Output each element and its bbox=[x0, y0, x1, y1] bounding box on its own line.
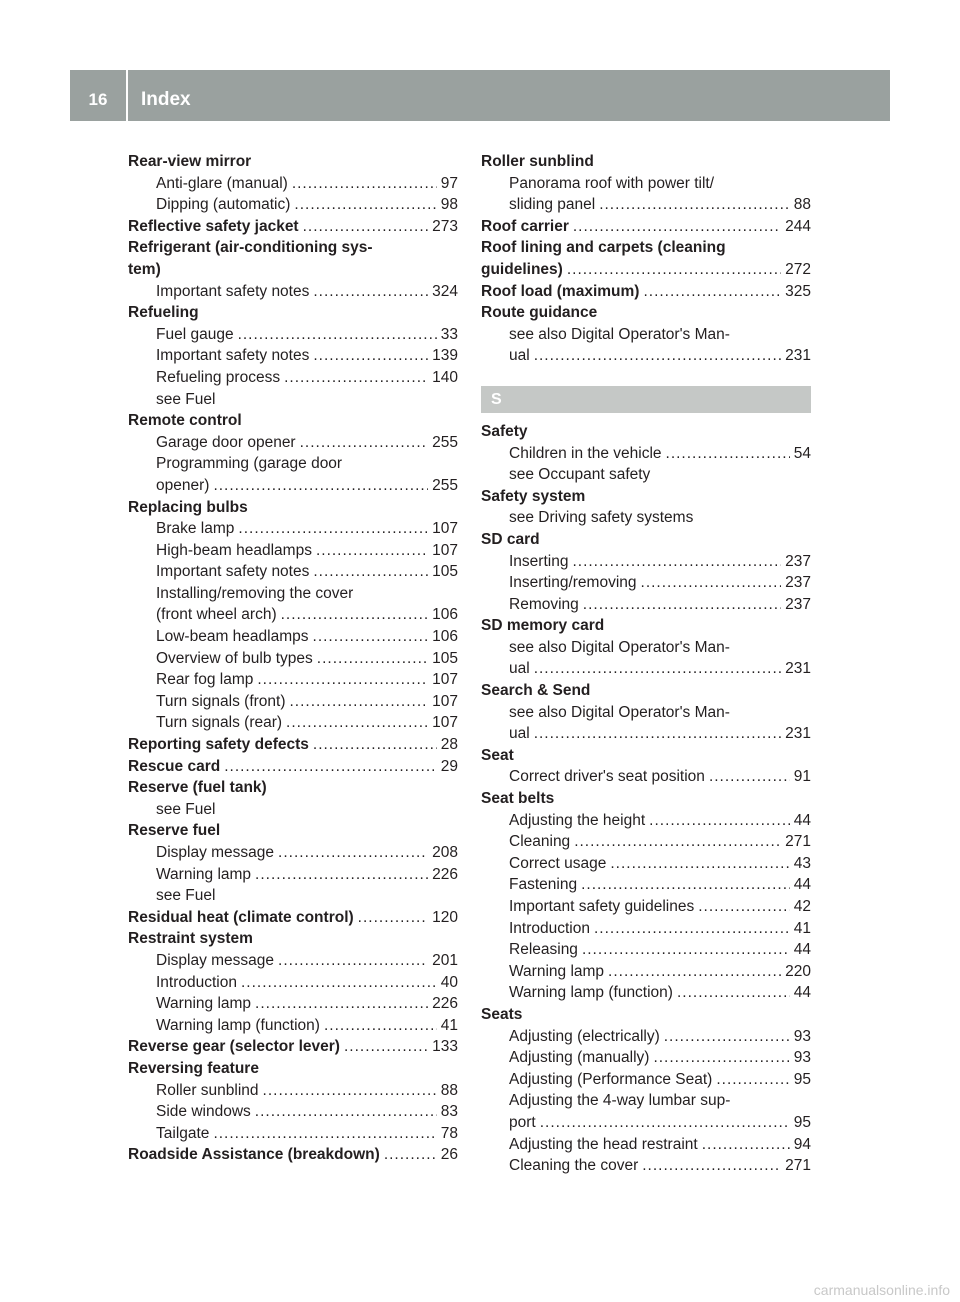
entry-label: Warning lamp bbox=[156, 865, 252, 883]
entry-page-number: 226 bbox=[432, 995, 458, 1013]
entry-page-number: 95 bbox=[793, 1070, 811, 1088]
index-heading-entry bbox=[128, 1144, 458, 1166]
entry-page-number: 42 bbox=[793, 898, 811, 915]
index-column-left bbox=[128, 151, 458, 1166]
index-subentry bbox=[481, 918, 811, 940]
dot-leader bbox=[567, 259, 781, 281]
entry-label: Children in the vehicle bbox=[509, 444, 662, 462]
entry-label: opener) bbox=[156, 476, 210, 494]
entry-page-number: 231 bbox=[785, 725, 811, 743]
entry-page-number: 44 bbox=[793, 811, 811, 829]
dot-leader bbox=[257, 669, 428, 691]
entry-label: Overview of bulb types bbox=[156, 649, 313, 667]
dot-leader bbox=[313, 345, 428, 367]
index-subentry-text: see Driving safety systems bbox=[509, 509, 694, 527]
entry-page-number: 88 bbox=[793, 196, 811, 214]
entry-label: Rear fog lamp bbox=[156, 671, 254, 689]
dot-leader bbox=[608, 961, 781, 983]
index-heading-entry bbox=[128, 1036, 458, 1058]
dot-leader bbox=[610, 853, 789, 875]
index-subentry bbox=[128, 691, 458, 713]
dot-leader bbox=[599, 194, 790, 216]
index-heading: Remote control bbox=[128, 412, 242, 430]
index-subentry bbox=[481, 874, 811, 896]
index-subentry bbox=[481, 572, 811, 594]
entry-label: (front wheel arch) bbox=[156, 606, 277, 624]
entry-label: Important safety notes bbox=[156, 563, 310, 581]
dot-leader bbox=[255, 1101, 437, 1123]
dot-leader bbox=[583, 594, 781, 616]
dot-leader bbox=[384, 1144, 437, 1166]
entry-label: sliding panel bbox=[509, 196, 596, 214]
index-subentry-text: Adjusting the 4-way lumbar sup- bbox=[509, 1092, 731, 1110]
index-heading: Roof lining and carpets (cleaning bbox=[481, 239, 726, 257]
entry-page-number: 107 bbox=[432, 541, 458, 559]
entry-label: ual bbox=[509, 660, 530, 678]
index-subentry bbox=[481, 723, 811, 745]
entry-label: Removing bbox=[509, 595, 579, 613]
entry-page-number: 94 bbox=[793, 1135, 811, 1153]
dot-leader bbox=[255, 864, 428, 886]
entry-label: Tailgate bbox=[156, 1124, 210, 1142]
index-subentry bbox=[128, 1080, 458, 1102]
entry-page-number: 220 bbox=[785, 962, 811, 980]
entry-page-number: 107 bbox=[432, 671, 458, 689]
dot-leader bbox=[281, 604, 429, 626]
index-subentry bbox=[481, 810, 811, 832]
index-subentry bbox=[128, 194, 458, 216]
entry-label: Dipping (automatic) bbox=[156, 196, 291, 214]
index-subentry bbox=[128, 324, 458, 346]
index-subentry bbox=[481, 896, 811, 918]
entry-label: Warning lamp (function) bbox=[509, 984, 673, 1002]
entry-page-number: 237 bbox=[785, 595, 811, 613]
dot-leader bbox=[653, 1047, 789, 1069]
entry-label: Warning lamp bbox=[156, 995, 252, 1013]
index-subentry bbox=[128, 842, 458, 864]
index-subentry-text: see Fuel bbox=[156, 800, 216, 818]
index-heading-entry bbox=[481, 216, 811, 238]
index-subentry bbox=[128, 345, 458, 367]
entry-page-number: 44 bbox=[793, 941, 811, 959]
entry-label: Releasing bbox=[509, 941, 578, 959]
dot-leader bbox=[213, 475, 428, 497]
index-subentry bbox=[481, 1112, 811, 1134]
dot-leader bbox=[641, 572, 782, 594]
index-heading: tem) bbox=[128, 260, 161, 278]
index-heading: SD card bbox=[481, 530, 540, 548]
index-subentry bbox=[481, 443, 811, 465]
entry-label: Garage door opener bbox=[156, 433, 296, 451]
entry-label: Turn signals (rear) bbox=[156, 714, 283, 732]
dot-leader bbox=[286, 712, 428, 734]
dot-leader bbox=[649, 810, 790, 832]
entry-page-number: 88 bbox=[440, 1081, 458, 1099]
entry-page-number: 105 bbox=[432, 563, 458, 581]
dot-leader bbox=[344, 1036, 428, 1058]
index-subentry bbox=[128, 1123, 458, 1145]
entry-page-number: 44 bbox=[793, 984, 811, 1002]
entry-page-number: 231 bbox=[785, 347, 811, 365]
entry-page-number: 106 bbox=[432, 606, 458, 624]
entry-page-number: 107 bbox=[432, 714, 458, 732]
index-heading: Reserve fuel bbox=[128, 822, 221, 840]
dot-leader bbox=[241, 972, 437, 994]
entry-label: Introduction bbox=[156, 973, 237, 991]
index-heading: Seats bbox=[481, 1005, 523, 1023]
index-heading: Seat belts bbox=[481, 790, 555, 808]
index-subentry bbox=[481, 1047, 811, 1069]
page-title: Index bbox=[141, 89, 191, 110]
index-subentry bbox=[128, 475, 458, 497]
dot-leader bbox=[573, 216, 781, 238]
entry-page-number: 105 bbox=[432, 649, 458, 667]
entry-page-number: 106 bbox=[432, 628, 458, 646]
index-subentry-text: Panorama roof with power tilt/ bbox=[509, 174, 715, 192]
index-subentry bbox=[481, 658, 811, 680]
entry-page-number: 41 bbox=[440, 1016, 458, 1034]
entry-page-number: 33 bbox=[440, 325, 458, 343]
index-subentry bbox=[128, 972, 458, 994]
entry-page-number: 40 bbox=[440, 973, 458, 991]
entry-label: Refueling process bbox=[156, 368, 281, 386]
index-subentry bbox=[128, 648, 458, 670]
entry-label: Adjusting (electrically) bbox=[509, 1027, 660, 1045]
dot-leader bbox=[574, 831, 781, 853]
index-subentry bbox=[481, 1026, 811, 1048]
dot-leader bbox=[238, 324, 437, 346]
dot-leader bbox=[263, 1080, 437, 1102]
index-subentry bbox=[481, 982, 811, 1004]
watermark: carmanualsonline.info bbox=[813, 1282, 950, 1298]
index-heading-entry bbox=[481, 281, 811, 303]
entry-label: Cleaning the cover bbox=[509, 1157, 639, 1175]
entry-label: Adjusting the height bbox=[509, 811, 646, 829]
dot-leader bbox=[313, 626, 429, 648]
entry-label: Roadside Assistance (breakdown) bbox=[128, 1146, 380, 1164]
entry-label: Display message bbox=[156, 844, 275, 861]
entry-label: Low-beam headlamps bbox=[156, 628, 309, 646]
entry-label: Inserting bbox=[509, 552, 569, 570]
dot-leader bbox=[709, 766, 790, 788]
entry-label: Rescue card bbox=[128, 757, 221, 775]
entry-label: Roof load (maximum) bbox=[481, 282, 640, 300]
entry-page-number: 201 bbox=[432, 951, 458, 969]
index-subentry bbox=[128, 1101, 458, 1123]
index-subentry bbox=[481, 194, 811, 216]
index-subentry-text: see also Digital Operator's Man- bbox=[509, 638, 730, 656]
entry-label: Reverse gear (selector lever) bbox=[128, 1038, 340, 1056]
entry-label: Important safety guidelines bbox=[509, 898, 695, 915]
entry-label: Fastening bbox=[509, 876, 578, 894]
page-header bbox=[70, 70, 890, 121]
entry-label: Inserting/removing bbox=[509, 574, 637, 592]
entry-page-number: 237 bbox=[785, 574, 811, 592]
index-heading: Safety bbox=[481, 422, 528, 440]
index-subentry bbox=[128, 950, 458, 972]
entry-page-number: 273 bbox=[432, 217, 458, 235]
entry-label: Fuel gauge bbox=[156, 325, 234, 343]
index-heading: Seat bbox=[481, 746, 514, 764]
entry-page-number: 83 bbox=[440, 1103, 458, 1121]
index-subentry bbox=[481, 1155, 811, 1177]
page-number: 16 bbox=[88, 90, 108, 109]
entry-label: Reporting safety defects bbox=[128, 736, 309, 754]
index-heading-entry bbox=[128, 734, 458, 756]
dot-leader bbox=[698, 896, 790, 918]
entry-page-number: 272 bbox=[785, 260, 811, 278]
entry-label: Correct driver's seat position bbox=[509, 768, 705, 786]
entry-label: Side windows bbox=[156, 1103, 251, 1121]
entry-label: Adjusting (manually) bbox=[509, 1049, 650, 1067]
index-subentry bbox=[128, 367, 458, 389]
dot-leader bbox=[224, 756, 437, 778]
entry-page-number: 255 bbox=[432, 476, 458, 494]
entry-label: Reflective safety jacket bbox=[128, 217, 299, 235]
index-subentry bbox=[128, 864, 458, 886]
dot-leader bbox=[316, 540, 428, 562]
entry-page-number: 93 bbox=[793, 1027, 811, 1045]
entry-page-number: 97 bbox=[440, 174, 458, 192]
entry-page-number: 41 bbox=[793, 919, 811, 937]
entry-page-number: 325 bbox=[785, 282, 811, 300]
entry-page-number: 107 bbox=[432, 520, 458, 538]
index-heading-entry bbox=[128, 907, 458, 929]
entry-label: Important safety notes bbox=[156, 282, 310, 300]
entry-page-number: 91 bbox=[793, 768, 811, 786]
index-subentry bbox=[128, 669, 458, 691]
entry-label: Turn signals (front) bbox=[156, 692, 286, 710]
entry-label: Warning lamp (function) bbox=[156, 1016, 320, 1034]
entry-label: Cleaning bbox=[509, 833, 571, 851]
index-subentry bbox=[481, 1134, 811, 1156]
index-subentry bbox=[128, 173, 458, 195]
index-subentry bbox=[481, 345, 811, 367]
entry-label: High-beam headlamps bbox=[156, 541, 312, 559]
index-subentry bbox=[481, 853, 811, 875]
entry-page-number: 324 bbox=[432, 282, 458, 300]
section-letter-bar: S bbox=[481, 386, 811, 413]
entry-label: ual bbox=[509, 347, 530, 365]
entry-label: Display message bbox=[156, 951, 275, 969]
index-heading: Reversing feature bbox=[128, 1059, 259, 1077]
index-heading-entry bbox=[481, 259, 811, 281]
dot-leader bbox=[313, 734, 437, 756]
entry-page-number: 54 bbox=[793, 444, 811, 462]
index-subentry-text: see Fuel bbox=[156, 390, 216, 408]
dot-leader bbox=[292, 173, 437, 195]
dot-leader bbox=[677, 982, 790, 1004]
index-heading: Restraint system bbox=[128, 930, 253, 948]
entry-page-number: 271 bbox=[785, 833, 811, 851]
entry-page-number: 237 bbox=[785, 552, 811, 570]
entry-page-number: 139 bbox=[432, 347, 458, 365]
index-subentry bbox=[128, 518, 458, 540]
dot-leader bbox=[313, 281, 428, 303]
index-heading: Search & Send bbox=[481, 682, 591, 700]
entry-label: Correct usage bbox=[509, 854, 607, 872]
index-subentry-text: Programming (garage door bbox=[156, 455, 343, 473]
dot-leader bbox=[278, 950, 428, 972]
entry-page-number: 29 bbox=[440, 757, 458, 775]
entry-page-number: 78 bbox=[440, 1124, 458, 1142]
index-heading: Refrigerant (air-conditioning sys- bbox=[128, 239, 373, 257]
index-subentry bbox=[481, 939, 811, 961]
dot-leader bbox=[666, 443, 790, 465]
dot-leader bbox=[716, 1069, 789, 1091]
entry-page-number: 255 bbox=[432, 433, 458, 451]
entry-page-number: 28 bbox=[440, 736, 458, 754]
entry-page-number: 98 bbox=[440, 196, 458, 214]
dot-leader bbox=[642, 1155, 781, 1177]
dot-leader bbox=[313, 561, 428, 583]
dot-leader bbox=[582, 939, 790, 961]
entry-page-number: 95 bbox=[793, 1113, 811, 1131]
index-heading-entry bbox=[128, 756, 458, 778]
index-subentry bbox=[128, 1015, 458, 1037]
dot-leader bbox=[540, 1112, 790, 1134]
dot-leader bbox=[358, 907, 428, 929]
entry-page-number: 43 bbox=[793, 854, 811, 872]
header-divider bbox=[126, 70, 128, 121]
entry-page-number: 271 bbox=[785, 1157, 811, 1175]
index-subentry bbox=[128, 712, 458, 734]
index-subentry bbox=[128, 281, 458, 303]
dot-leader bbox=[324, 1015, 437, 1037]
entry-page-number: 44 bbox=[793, 876, 811, 894]
entry-page-number: 231 bbox=[785, 660, 811, 678]
dot-leader bbox=[664, 1026, 790, 1048]
dot-leader bbox=[294, 194, 436, 216]
dot-leader bbox=[594, 918, 790, 940]
index-heading: Safety system bbox=[481, 487, 586, 505]
entry-label: Brake lamp bbox=[156, 520, 235, 538]
index-subentry bbox=[481, 831, 811, 853]
index-heading: Rear-view mirror bbox=[128, 153, 252, 170]
entry-label: Important safety notes bbox=[156, 347, 310, 365]
dot-leader bbox=[534, 345, 781, 367]
entry-page-number: 120 bbox=[432, 908, 458, 926]
index-subentry bbox=[481, 594, 811, 616]
dot-leader bbox=[702, 1134, 790, 1156]
index-column-right bbox=[481, 151, 811, 1177]
dot-leader bbox=[303, 216, 429, 238]
index-heading: Roller sunblind bbox=[481, 153, 594, 170]
dot-leader bbox=[213, 1123, 436, 1145]
dot-leader bbox=[290, 691, 429, 713]
entry-label: Adjusting the head restraint bbox=[509, 1135, 698, 1153]
index-subentry-text: see Occupant safety bbox=[509, 466, 651, 484]
dot-leader bbox=[300, 432, 429, 454]
entry-page-number: 93 bbox=[793, 1049, 811, 1067]
dot-leader bbox=[643, 281, 781, 303]
dot-leader bbox=[278, 842, 428, 864]
entry-page-number: 107 bbox=[432, 692, 458, 710]
index-subentry bbox=[481, 961, 811, 983]
entry-label: Roller sunblind bbox=[156, 1081, 259, 1099]
dot-leader bbox=[581, 874, 790, 896]
index-subentry bbox=[128, 540, 458, 562]
entry-page-number: 140 bbox=[432, 368, 458, 386]
index-subentry bbox=[481, 766, 811, 788]
entry-page-number: 208 bbox=[432, 844, 458, 861]
entry-label: guidelines) bbox=[481, 260, 563, 278]
index-subentry bbox=[481, 551, 811, 573]
index-subentry bbox=[128, 432, 458, 454]
index-subentry-text: see Fuel bbox=[156, 887, 216, 905]
dot-leader bbox=[255, 993, 428, 1015]
index-heading: SD memory card bbox=[481, 617, 605, 635]
entry-label: Residual heat (climate control) bbox=[128, 908, 354, 926]
index-heading: Replacing bulbs bbox=[128, 498, 248, 516]
index-heading: Route guidance bbox=[481, 304, 598, 322]
entry-label: port bbox=[509, 1113, 536, 1131]
dot-leader bbox=[238, 518, 428, 540]
entry-page-number: 133 bbox=[432, 1038, 458, 1056]
dot-leader bbox=[534, 658, 781, 680]
dot-leader bbox=[572, 551, 781, 573]
index-subentry bbox=[128, 993, 458, 1015]
index-heading-entry bbox=[128, 216, 458, 238]
entry-page-number: 244 bbox=[785, 217, 811, 235]
dot-leader bbox=[284, 367, 428, 389]
index-heading: Reserve (fuel tank) bbox=[128, 779, 267, 797]
index-subentry-text: see also Digital Operator's Man- bbox=[509, 703, 730, 721]
entry-label: Warning lamp bbox=[509, 962, 605, 980]
entry-label: ual bbox=[509, 725, 530, 743]
index-heading: Refueling bbox=[128, 304, 199, 322]
index-subentry bbox=[128, 604, 458, 626]
entry-label: Introduction bbox=[509, 919, 590, 937]
entry-label: Roof carrier bbox=[481, 217, 569, 235]
index-subentry bbox=[128, 626, 458, 648]
dot-leader bbox=[317, 648, 428, 670]
dot-leader bbox=[534, 723, 781, 745]
index-subentry bbox=[481, 1069, 811, 1091]
index-subentry bbox=[128, 561, 458, 583]
entry-label: Anti-glare (manual) bbox=[156, 174, 288, 192]
index-subentry-text: see also Digital Operator's Man- bbox=[509, 325, 730, 343]
entry-page-number: 26 bbox=[440, 1146, 458, 1164]
entry-page-number: 226 bbox=[432, 865, 458, 883]
entry-label: Adjusting (Performance Seat) bbox=[509, 1070, 713, 1088]
index-subentry-text: Installing/removing the cover bbox=[156, 584, 354, 602]
